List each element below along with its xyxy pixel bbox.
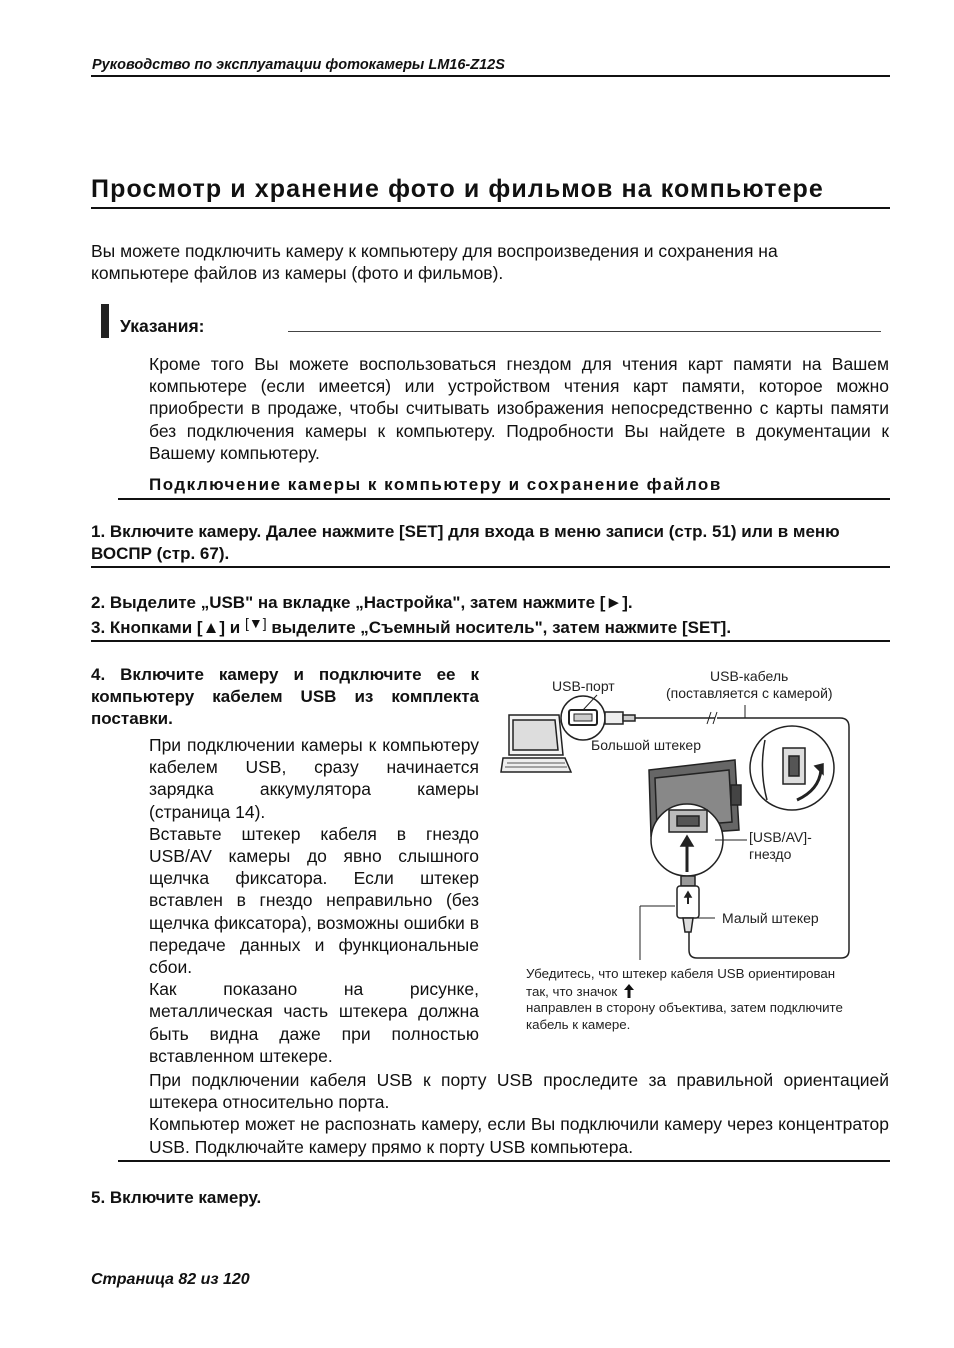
step-4: 4. Включите камеру и подключите ее к компьютеру кабелем USB из комплекта поставки. xyxy=(91,665,479,728)
document-header: Руководство по эксплуатации фотокамеры LM16-Z12S xyxy=(92,57,505,73)
step-5: 5. Включите камеру. xyxy=(91,1188,262,1207)
label-usb-av-jack: [USB/AV]- xyxy=(749,829,812,845)
page-title: Просмотр и хранение фото и фильмов на компьютере xyxy=(91,175,824,203)
usb-port-zoom xyxy=(561,696,605,740)
section-heading: Подключение камеры к компьютеру и сохранение файлов xyxy=(149,475,722,494)
step-1-rule xyxy=(91,566,890,568)
step-3 xyxy=(91,617,731,639)
step-3-part-a: 3. Кнопками [▲] и xyxy=(91,618,241,637)
label-usb-av-jack-2: гнездо xyxy=(749,846,792,862)
page-number: Страница 82 из 120 xyxy=(91,1271,250,1288)
step-4-notes xyxy=(149,1069,889,1158)
step-4-paragraph: Как показано на рисунке, металлическая часть штекера должна быть видна даже при полностью вставленном штекере. xyxy=(149,979,479,1066)
label-small-plug: Малый штекер xyxy=(722,910,819,926)
small-plug-illustration xyxy=(677,876,699,932)
step-4-paragraph: Вставьте штекер кабеля в гнездо USB/AV камеры до явно слышного щелчка фиксатора. Если штекер вставлен в гнездо неправильно (без щелчка фиксатора), возможны ошибки в передаче данных и функциональные сбои. xyxy=(149,823,479,978)
step-4-paragraph: Компьютер может не распознать камеру, если Вы подключили камеру через концентратор USB. Подключайте камеру прямо к порту USB компьютера. xyxy=(149,1114,889,1157)
plug-insertion-zoom xyxy=(651,804,723,876)
usb-av-jack-zoom xyxy=(750,726,834,810)
intro-paragraph: Вы можете подключить камеру к компьютеру для воспроизведения и сохранения на компьютере файлов из камеры (фото и фильмов). xyxy=(91,241,778,284)
label-usb-cable: USB-кабель xyxy=(710,668,789,684)
usb-connection-diagram xyxy=(497,660,889,990)
title-rule xyxy=(91,207,890,209)
note-label: Указания: xyxy=(120,316,205,336)
section-rule xyxy=(118,498,890,500)
header-rule xyxy=(91,75,890,77)
diagram-caption-line: Убедитесь, что штекер кабеля USB ориентирован xyxy=(526,966,836,981)
laptop-illustration xyxy=(501,715,571,772)
step-4-rule xyxy=(118,1160,890,1162)
step-1: 1. Включите камеру. Далее нажмите [SET] для входа в меню записи (стр. 51) или в меню ВОСПР (стр. 67). xyxy=(91,522,840,563)
label-usb-cable-note: (поставляется с камерой) xyxy=(666,685,833,701)
step-2: 2. Выделите „USB" на вкладке „Настройка", затем нажмите [►]. xyxy=(91,593,633,612)
note-divider xyxy=(288,331,881,332)
diagram-caption-line xyxy=(526,982,634,1000)
step-3-rule xyxy=(91,640,890,642)
label-large-plug: Большой штекер xyxy=(591,737,701,753)
label-usb-port: USB-порт xyxy=(552,678,615,694)
diagram-caption-text: так, что значок xyxy=(526,984,618,999)
step-4-paragraph: При подключении камеры к компьютеру кабелем USB, сразу начинается зарядка аккумулятора камеры (страница 14). xyxy=(149,735,479,822)
diagram-caption-line: направлен в сторону объектива, затем подключите xyxy=(526,1000,843,1015)
note-text: Кроме того Вы можете воспользоваться гнездом для чтения карт памяти на Вашем компьютере (если имеется) или устройством чтения карт памяти, которое можно приобрести в продаже, чтобы считывать изображения непосредственно с карты памяти без подключения камеры к компьютеру. Подробности Вы найдете в документации к Вашему компьютеру. xyxy=(149,354,889,463)
note-marker xyxy=(101,304,109,338)
step-4-paragraph: При подключении кабеля USB к порту USB проследите за правильной ориентацией штекера относительно порта. xyxy=(149,1070,889,1113)
step-3-part-c: выделите „Съемный носитель", затем нажмите [SET]. xyxy=(271,618,732,637)
step-4-body xyxy=(149,734,479,1067)
step-3-down-key: [▼] xyxy=(244,615,267,631)
diagram-caption-line: кабель к камере. xyxy=(526,1017,631,1032)
